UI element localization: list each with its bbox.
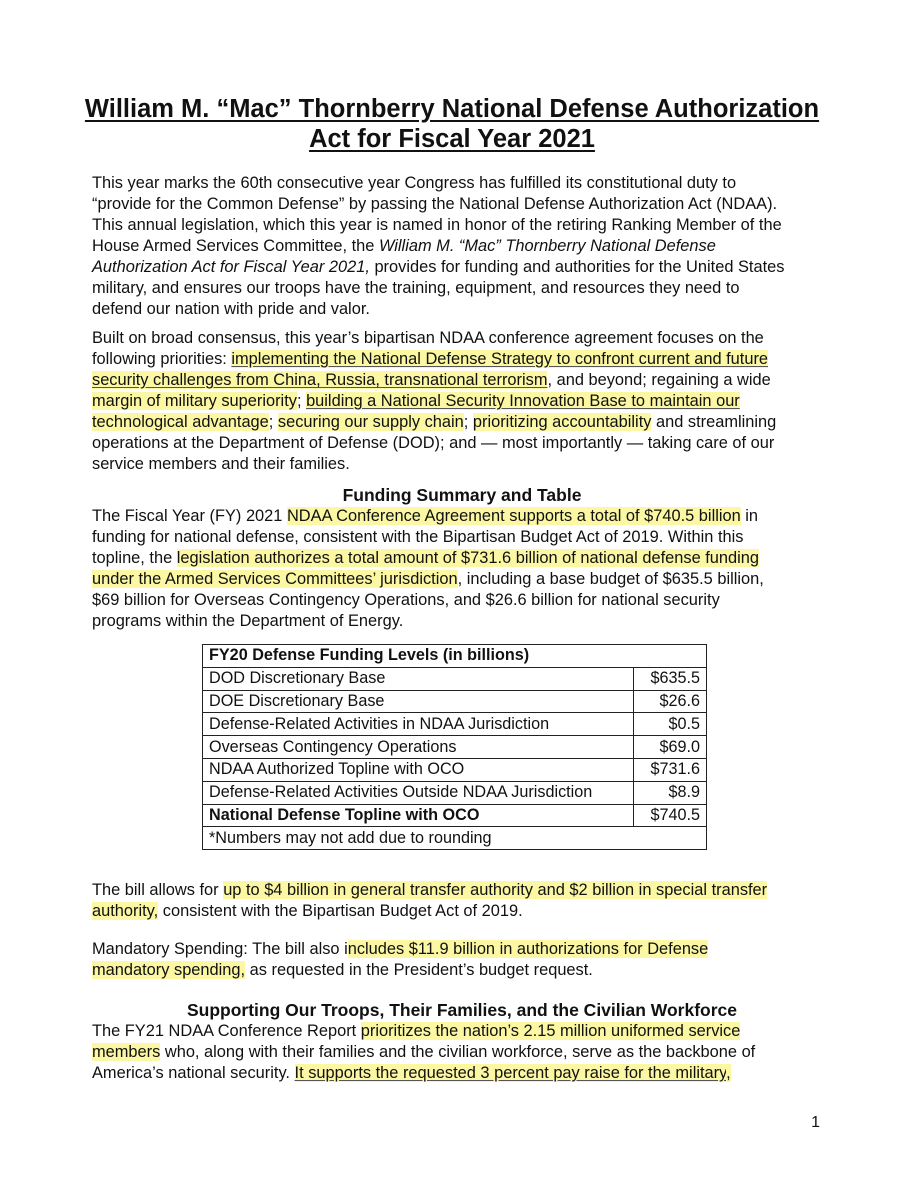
text-run: in (740, 507, 759, 525)
title-line-2: Act for Fiscal Year 2021 (309, 125, 595, 153)
text-line: programs within the Department of Energy. (92, 612, 404, 630)
row-value: $0.5 (634, 713, 707, 736)
table-row (203, 736, 707, 759)
text-line: operations at the Department of Defense (DOD); and — most importantly — taking care of our (92, 434, 775, 452)
highlighted-text: NDAA Conference Agreement supports a total of $740.5 billion (286, 507, 741, 525)
highlighted-text: legislation authorizes a total amount of $731.6 billion of national defense funding (176, 549, 760, 567)
row-value: $8.9 (634, 781, 707, 804)
highlighted-text: authority, (92, 902, 159, 920)
row-label: DOD Discretionary Base (203, 667, 634, 690)
text-line (92, 506, 832, 527)
table-row (203, 690, 707, 713)
text-run: The Fiscal Year (FY) 2021 (92, 507, 287, 525)
text-line: Built on broad consensus, this year’s bipartisan NDAA conference agreement focuses on the (92, 329, 764, 347)
text-line: “provide for the Common Defense” by passing the National Defense Authorization Act (NDAA). (92, 195, 778, 213)
text-run: ; (463, 413, 473, 431)
highlighted-text: under the Armed Services Committees’ jurisdiction (92, 570, 458, 588)
table-row-total (203, 804, 707, 827)
row-value: $740.5 (634, 804, 707, 827)
table-row (203, 667, 707, 690)
highlighted-text: , (726, 1064, 731, 1082)
row-label: Defense-Related Activities Outside NDAA Jurisdiction (203, 781, 634, 804)
text-run: following priorities: (92, 350, 232, 368)
highlighted-text: prioritizes the nation’s 2.15 million uniformed service (360, 1022, 741, 1040)
text-line (92, 880, 832, 901)
row-label: Overseas Contingency Operations (203, 736, 634, 759)
funding-table (202, 644, 707, 850)
text-run: Mandatory Spending: The bill also i (92, 940, 348, 958)
highlighted-text: It supports the requested 3 percent pay raise for the military (294, 1064, 727, 1082)
row-label: National Defense Topline with OCO (203, 804, 634, 827)
empty-cell (634, 827, 707, 850)
row-label: DOE Discretionary Base (203, 690, 634, 713)
text-run: The FY21 NDAA Conference Report (92, 1022, 361, 1040)
highlighted-text: ncludes $11.9 billion in authorizations for Defense (347, 940, 709, 958)
text-run: who, along with their families and the civilian workforce, serve as the backbone of (160, 1043, 756, 1061)
text-line: $69 billion for Overseas Contingency Operations, and $26.6 billion for national security (92, 591, 720, 609)
funding-paragraph (92, 506, 832, 632)
highlighted-text: implementing the National Defense Strategy to confront current and future (231, 350, 769, 368)
table-note-row (203, 827, 707, 850)
text-line (92, 349, 832, 370)
troops-paragraph (92, 1021, 832, 1084)
table-row (203, 781, 707, 804)
text-run: as requested in the President’s budget request. (245, 961, 593, 979)
text-line: defend our nation with pride and valor. (92, 300, 370, 318)
mandatory-paragraph (92, 939, 832, 981)
row-value: $69.0 (634, 736, 707, 759)
table-row (203, 713, 707, 736)
table-header: FY20 Defense Funding Levels (in billions) (203, 645, 707, 668)
highlighted-text: securing our supply chain (277, 413, 464, 431)
text-line (92, 370, 832, 391)
text-run: provides for funding and authorities for the United States (369, 258, 785, 276)
text-run: topline, the (92, 549, 177, 567)
text-run: , including a base budget of $635.5 billion, (457, 570, 764, 588)
text-line: funding for national defense, consistent with the Bipartisan Budget Act of 2019. Within this (92, 528, 744, 546)
funding-heading: Funding Summary and Table (342, 485, 582, 505)
priorities-paragraph (92, 328, 832, 475)
highlighted-text: up to $4 billion in general transfer authority and $2 billion in special transfer (223, 881, 768, 899)
text-line (92, 257, 832, 278)
text-run: and streamlining (651, 413, 777, 431)
italic-bill-name: William M. “Mac” Thornberry National Defense (378, 237, 716, 255)
troops-heading: Supporting Our Troops, Their Families, and the Civilian Workforce (186, 1000, 738, 1020)
italic-bill-name: Authorization Act for Fiscal Year 2021, (92, 258, 370, 276)
text-line (92, 548, 832, 569)
transfer-paragraph (92, 880, 832, 922)
text-run: ; (268, 413, 278, 431)
row-label: NDAA Authorized Topline with OCO (203, 758, 634, 781)
table-footnote: *Numbers may not add due to rounding (203, 827, 634, 850)
highlighted-text: security challenges from China, Russia, transnational terrorism (92, 371, 548, 389)
text-line (92, 1042, 832, 1063)
row-value: $635.5 (634, 667, 707, 690)
text-line: This year marks the 60th consecutive year Congress has fulfilled its constitutional duty to (92, 174, 737, 192)
text-run: , and beyond; regaining a wide (547, 371, 771, 389)
row-label: Defense-Related Activities in NDAA Jurisdiction (203, 713, 634, 736)
text-run: ; (296, 392, 307, 410)
table-row (203, 758, 707, 781)
row-value: $731.6 (634, 758, 707, 781)
highlighted-text: technological advantage (92, 413, 269, 431)
highlighted-text: mandatory spending, (92, 961, 246, 979)
text-run: House Armed Services Committee, the (92, 237, 379, 255)
document-title (60, 94, 844, 154)
table-header-row (203, 645, 707, 668)
text-line (92, 960, 832, 981)
text-run: America’s national security. (92, 1064, 295, 1082)
row-value: $26.6 (634, 690, 707, 713)
text-line: service members and their families. (92, 455, 350, 473)
highlighted-text: prioritizing accountability (472, 413, 652, 431)
text-run: consistent with the Bipartisan Budget Act of 2019. (158, 902, 523, 920)
text-line (92, 391, 832, 412)
text-line: military, and ensures our troops have the training, equipment, and resources they need to (92, 279, 740, 297)
text-line (92, 1063, 832, 1084)
text-run: The bill allows for (92, 881, 224, 899)
intro-paragraph (92, 173, 832, 320)
text-line (92, 236, 832, 257)
highlighted-text: building a National Security Innovation Base to maintain our (306, 392, 740, 410)
text-line (92, 569, 832, 590)
text-line: This annual legislation, which this year is named in honor of the retiring Ranking Member of the (92, 216, 782, 234)
text-line (92, 939, 832, 960)
text-line (92, 412, 832, 433)
text-line (92, 1021, 832, 1042)
page-number: 1 (811, 1114, 820, 1131)
highlighted-text: members (92, 1043, 161, 1061)
title-line-1: William M. “Mac” Thornberry National Defense Authorization (84, 95, 820, 123)
highlighted-text: margin of military superiority (92, 392, 297, 410)
text-line (92, 901, 832, 922)
